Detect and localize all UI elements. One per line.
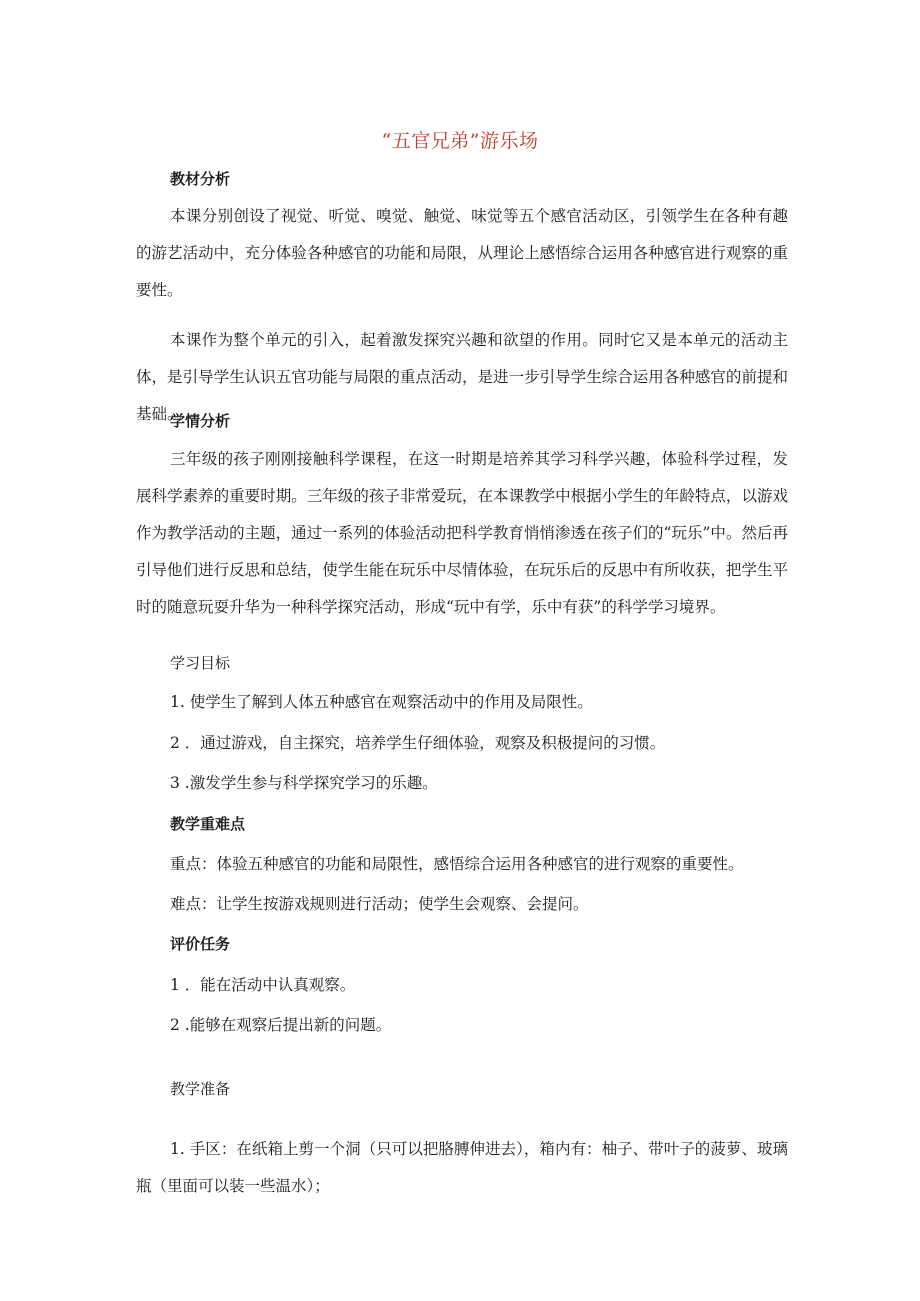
goal-item-3: 3 .激发学生参与科学探究学习的乐趣。 bbox=[170, 774, 438, 792]
key-point-item: 重点：体验五种感官的功能和局限性，感悟综合运用各种感官的进行观察的重要性。 bbox=[170, 855, 744, 873]
paragraph-student-analysis: 三年级的孩子刚刚接触科学课程，在这一时期是培养其学习科学兴趣，体验科学过程，发展科学素养的重要时期。三年级的孩子非常爱玩，在本课教学中根据小学生的年龄特点，以游戏作为教学活动的主题，通过一系列的体验活动把科学教育悄悄渗透在孩子们的“玩乐”中。然后再引导他们进行反思和总结，使学生能在玩乐中尽情体验，在玩乐后的反思中有所收获，把学生平时的随意玩耍升华为一种科学探究活动，形成“玩中有学，乐中有获”的科学学习境界。 bbox=[136, 450, 788, 616]
goal-item-1: 1. 使学生了解到人体五种感官在观察活动中的作用及局限性。 bbox=[170, 693, 593, 711]
heading-textbook-analysis: 教材分析 bbox=[170, 170, 231, 188]
evaluation-item-2: 2 .能够在观察后提出新的问题。 bbox=[170, 1016, 392, 1034]
paragraph-textbook-analysis-2: 本课作为整个单元的引入，起着激发探究兴趣和欲望的作用。同时它又是本单元的活动主体，是引导学生认识五官功能与局限的重点活动，是进一步引导学生综合运用各种感官的前提和基础。 bbox=[136, 331, 788, 423]
heading-learning-goals: 学习目标 bbox=[170, 654, 231, 672]
document-title: “五官兄弟”游乐场 bbox=[381, 130, 539, 152]
difficulty-item: 难点：让学生按游戏规则进行活动；使学生会观察、会提问。 bbox=[170, 895, 589, 913]
heading-evaluation: 评价任务 bbox=[170, 935, 231, 953]
heading-teaching-prep: 教学准备 bbox=[170, 1080, 231, 1098]
goal-item-2: 2 ．通过游戏，自主探究，培养学生仔细体验，观察及积极提问的习惯。 bbox=[170, 734, 666, 752]
prep-item-1: 1. 手区：在纸箱上剪一个洞（只可以把胳膊伸进去），箱内有：柚子、带叶子的菠萝、玻璃瓶（里面可以装一些温水）； bbox=[136, 1140, 788, 1195]
heading-student-analysis: 学情分析 bbox=[170, 412, 231, 430]
evaluation-item-1: 1 ．能在活动中认真观察。 bbox=[170, 976, 356, 994]
heading-key-points: 教学重难点 bbox=[170, 815, 246, 833]
paragraph-textbook-analysis-1: 本课分别创设了视觉、听觉、嗅觉、触觉、味觉等五个感官活动区，引领学生在各种有趣的游艺活动中，充分体验各种感官的功能和局限，从理论上感悟综合运用各种感官进行观察的重要性。 bbox=[136, 207, 788, 299]
